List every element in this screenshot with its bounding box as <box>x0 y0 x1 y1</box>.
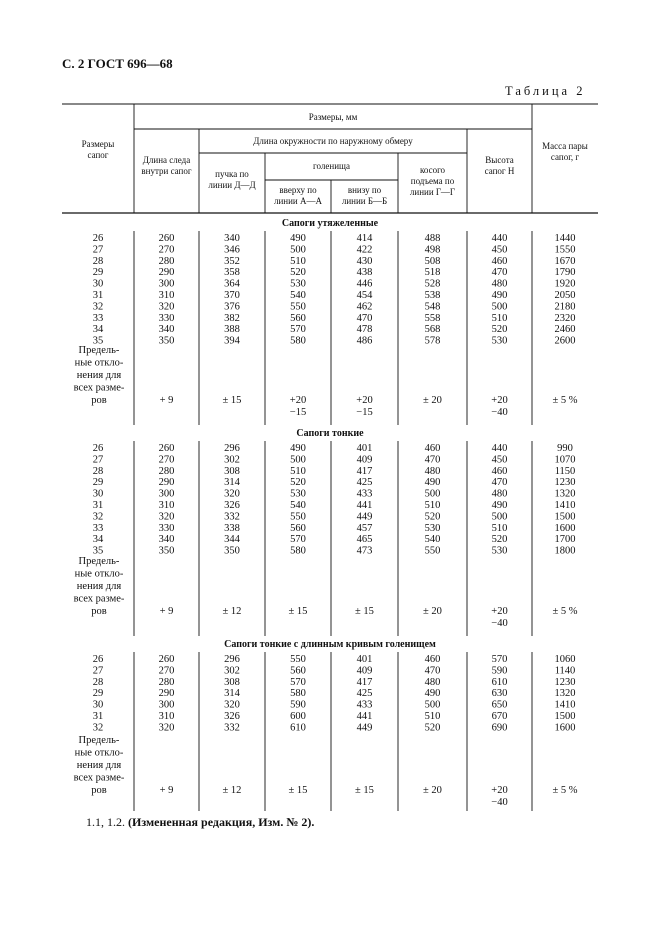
table-cell: 30 <box>92 699 104 711</box>
tolerance-value: +20 <box>356 395 373 406</box>
header-massa: сапог, г <box>550 152 580 162</box>
tolerance-label: Предель- <box>78 345 120 356</box>
table-cell: 310 <box>158 500 175 511</box>
table-cell: 570 <box>290 534 306 546</box>
table-cell: 280 <box>158 465 175 477</box>
table-cell: 2460 <box>554 324 576 336</box>
tolerance-label: нения для <box>76 581 122 592</box>
table-cell: 490 <box>491 290 508 301</box>
table-cell: 500 <box>290 454 306 466</box>
table-cell: 560 <box>290 665 306 677</box>
table-cell: 1440 <box>554 233 576 244</box>
tolerance-label: ров <box>91 785 107 796</box>
table-cell: 332 <box>224 511 240 523</box>
table-cell: 550 <box>290 511 306 523</box>
tolerance-value: ± 15 <box>355 785 374 796</box>
table-cell: 270 <box>158 454 175 466</box>
table-cell: 296 <box>224 443 240 454</box>
table-cell: 31 <box>92 711 104 722</box>
table-cell: 558 <box>424 312 441 324</box>
table-cell: 340 <box>158 534 175 546</box>
table-cell: 260 <box>158 443 175 454</box>
header-size: Размеры <box>81 139 115 149</box>
table-cell: 1600 <box>554 722 576 734</box>
header-circumference: Длина окружности по наружному обмеру <box>253 136 413 146</box>
table-cell: 364 <box>224 278 240 290</box>
table-cell: 26 <box>92 654 104 665</box>
header-puchok: пучка по <box>215 169 249 179</box>
table-cell: 438 <box>356 267 373 279</box>
table-cell: 340 <box>158 324 175 336</box>
table-cell: 320 <box>158 511 175 523</box>
table-cell: 29 <box>92 267 104 279</box>
table-cell: 690 <box>491 722 508 734</box>
table-cell: 314 <box>224 477 240 489</box>
table-cell: 300 <box>158 278 175 290</box>
table-cell: 460 <box>491 255 508 267</box>
table-cell: 488 <box>424 233 441 244</box>
table-cell: 510 <box>424 711 441 722</box>
table-cell: 338 <box>224 522 240 534</box>
tolerance-value: + 9 <box>159 785 174 796</box>
table-cell: 352 <box>224 255 240 267</box>
table-cell: 457 <box>356 522 373 534</box>
table-cell: 320 <box>224 488 240 500</box>
table-cell: 470 <box>491 477 508 489</box>
table-cell: 568 <box>424 324 441 336</box>
table-cell: 510 <box>290 465 306 477</box>
table-cell: 388 <box>224 324 240 336</box>
section-title: Сапоги тонкие <box>296 428 364 439</box>
footnote <box>86 815 314 830</box>
table-cell: 30 <box>92 278 104 290</box>
table-cell: 1550 <box>554 244 576 256</box>
tolerance-label: всех разме- <box>73 593 125 605</box>
table-cell: 490 <box>424 477 441 489</box>
table-cell: 570 <box>491 654 508 665</box>
table-cell: 433 <box>356 488 373 500</box>
table-cell: 310 <box>158 711 175 722</box>
table-cell: 490 <box>491 500 508 511</box>
table-cell: 1150 <box>554 465 576 477</box>
table-cell: 510 <box>491 522 508 534</box>
table-cell: 441 <box>356 500 373 511</box>
header-vysota: Высота <box>485 155 514 165</box>
table-cell: 346 <box>224 244 240 256</box>
table-cell: 530 <box>290 278 306 290</box>
table-cell: 530 <box>290 488 306 500</box>
tolerance-label: Предель- <box>78 735 120 746</box>
table-cell: 1670 <box>554 255 576 267</box>
table-cell: 470 <box>356 312 373 324</box>
table-cell: 520 <box>491 324 508 336</box>
table-cell: 440 <box>491 233 508 244</box>
table-cell: 480 <box>424 465 441 477</box>
table-cell: 332 <box>224 722 240 734</box>
table-cell: 326 <box>224 711 240 722</box>
table-cell: 510 <box>491 312 508 324</box>
table-cell: 520 <box>424 511 441 523</box>
table-cell: 1920 <box>554 278 576 290</box>
table-cell: 510 <box>290 255 306 267</box>
tolerance-value: ± 15 <box>288 606 308 617</box>
table-cell: 560 <box>290 522 306 534</box>
table-cell: 310 <box>158 290 175 301</box>
tolerance-value: ± 12 <box>222 606 242 617</box>
table-cell: 300 <box>158 699 175 711</box>
tolerance-value: ± 20 <box>423 785 442 796</box>
table-cell: 280 <box>158 255 175 267</box>
table-cell: 570 <box>290 324 306 336</box>
table-cell: 520 <box>290 477 306 489</box>
table-cell: 450 <box>491 454 508 466</box>
table-cell: 344 <box>224 534 240 546</box>
tolerance-label: ров <box>91 606 107 617</box>
table-cell: 1790 <box>554 267 576 279</box>
table-cell: 630 <box>491 688 508 700</box>
table-cell: 32 <box>92 301 104 313</box>
table-cell: 465 <box>356 534 373 546</box>
tolerance-value: −40 <box>491 797 508 808</box>
table-cell: 500 <box>290 244 306 256</box>
table-cell: 417 <box>356 465 373 477</box>
header-vverhu: вверху по <box>279 185 317 195</box>
table-cell: 350 <box>224 545 240 557</box>
table-cell: 538 <box>424 290 441 301</box>
table-cell: 340 <box>224 233 240 244</box>
tolerance-value: −15 <box>289 407 307 418</box>
table-cell: 28 <box>92 465 104 477</box>
table-cell: 530 <box>491 335 508 347</box>
table-cell: 530 <box>491 545 508 557</box>
table-cell: 2050 <box>554 290 576 301</box>
table-cell: 35 <box>92 545 104 557</box>
table-cell: 670 <box>491 711 508 722</box>
table-cell: 610 <box>290 722 306 734</box>
header-puchok: линии Д—Д <box>208 180 256 190</box>
table-cell: 2320 <box>554 312 576 324</box>
table-cell: 32 <box>92 722 104 734</box>
table-cell: 260 <box>158 654 175 665</box>
table-cell: 508 <box>424 255 441 267</box>
header-dimensions: Размеры, мм <box>308 112 358 122</box>
table-cell: 433 <box>356 699 373 711</box>
table-cell: 300 <box>158 488 175 500</box>
table-cell: 480 <box>424 676 441 688</box>
header-sled-length: внутри сапог <box>141 166 192 176</box>
tolerance-value: ± 15 <box>288 785 308 796</box>
table-cell: 350 <box>158 545 175 557</box>
tolerance-value: +20 <box>491 785 508 796</box>
footnote-prefix: 1.1, 1.2. <box>86 815 125 829</box>
table-cell: 600 <box>290 711 306 722</box>
table-cell: 320 <box>158 301 175 313</box>
tolerance-label: ные откло- <box>74 747 124 759</box>
table-cell: 460 <box>491 465 508 477</box>
table-cell: 520 <box>290 267 306 279</box>
table-cell: 470 <box>491 267 508 279</box>
table-cell: 580 <box>290 688 306 700</box>
table-cell: 330 <box>158 312 175 324</box>
table-cell: 498 <box>424 244 441 256</box>
tolerance-label: нения для <box>76 760 122 771</box>
tolerance-label: Предель- <box>78 556 120 567</box>
tolerance-label: всех разме- <box>73 382 125 394</box>
table-cell: 528 <box>424 278 441 290</box>
tolerance-value: −40 <box>491 407 508 418</box>
tolerance-value: ± 5 % <box>552 606 578 617</box>
table-cell: 290 <box>158 267 175 279</box>
table-cell: 414 <box>356 233 373 244</box>
table-cell: 27 <box>92 244 104 256</box>
tolerance-value: ± 15 <box>355 606 374 617</box>
table-cell: 478 <box>356 324 373 336</box>
table-cell: 540 <box>424 534 441 546</box>
page-header: С. 2 ГОСТ 696—68 <box>62 56 173 71</box>
tolerance-label: нения для <box>76 370 122 381</box>
tolerance-value: + 9 <box>159 395 174 406</box>
tolerance-value: +20 <box>289 395 307 406</box>
table-cell: 425 <box>356 688 373 700</box>
table-cell: 1230 <box>554 477 576 489</box>
table-cell: 29 <box>92 688 104 700</box>
table-cell: 270 <box>158 244 175 256</box>
tolerance-label: ров <box>91 395 107 406</box>
table-cell: 320 <box>158 722 175 734</box>
table-cell: 296 <box>224 654 240 665</box>
table-cell: 470 <box>424 454 441 466</box>
table-cell: 409 <box>356 454 373 466</box>
table-cell: 486 <box>356 335 373 347</box>
table-cell: 34 <box>92 534 104 546</box>
table-cell: 540 <box>290 290 306 301</box>
table-cell: 473 <box>356 545 373 557</box>
table-cell: 320 <box>224 699 240 711</box>
table-cell: 1410 <box>554 500 576 511</box>
section-title: Сапоги утяжеленные <box>281 218 379 229</box>
table-cell: 26 <box>92 233 104 244</box>
header-massa: Масса пары <box>542 141 588 151</box>
table-cell: 500 <box>424 488 441 500</box>
table-cell: 500 <box>491 301 508 313</box>
table-cell: 1060 <box>554 654 576 665</box>
table-cell: 290 <box>158 477 175 489</box>
table-cell: 29 <box>92 477 104 489</box>
tolerance-value: +20 <box>491 395 508 406</box>
table-cell: 470 <box>424 665 441 677</box>
table-cell: 1320 <box>554 688 576 700</box>
table-cell: 1600 <box>554 522 576 534</box>
table-cell: 550 <box>424 545 441 557</box>
header-vverhu: линии А—А <box>273 196 323 206</box>
table-cell: 1070 <box>554 454 576 466</box>
header-vnizu: линии Б—Б <box>341 196 388 206</box>
table-cell: 280 <box>158 676 175 688</box>
table-cell: 518 <box>424 267 441 279</box>
tolerance-value: +20 <box>491 606 508 617</box>
table-cell: 1500 <box>554 711 576 722</box>
table-cell: 570 <box>290 676 306 688</box>
table-cell: 990 <box>557 443 573 454</box>
table-cell: 26 <box>92 443 104 454</box>
table-cell: 590 <box>491 665 508 677</box>
table-cell: 394 <box>224 335 240 347</box>
table-cell: 548 <box>424 301 441 313</box>
table-cell: 33 <box>92 312 104 324</box>
table-cell: 490 <box>290 233 306 244</box>
table-cell: 27 <box>92 665 104 677</box>
section-title: Сапоги тонкие с длинным кривым голенищем <box>224 639 436 650</box>
tolerance-value: ± 15 <box>222 395 242 406</box>
table-cell: 590 <box>290 699 306 711</box>
table-cell: 33 <box>92 522 104 534</box>
tolerance-value: ± 12 <box>222 785 242 796</box>
table-cell: 425 <box>356 477 373 489</box>
header-size: сапог <box>87 150 109 160</box>
table-cell: 1320 <box>554 488 576 500</box>
table-cell: 454 <box>356 290 373 301</box>
table-cell: 510 <box>424 500 441 511</box>
table-cell: 540 <box>290 500 306 511</box>
table-cell: 1800 <box>554 545 576 557</box>
table-cell: 35 <box>92 335 104 347</box>
table-cell: 441 <box>356 711 373 722</box>
table-cell: 422 <box>356 244 373 256</box>
table-cell: 500 <box>424 699 441 711</box>
table-cell: 370 <box>224 290 240 301</box>
header-kosogo: косого <box>419 165 446 175</box>
table-cell: 1500 <box>554 511 576 523</box>
table-cell: 350 <box>158 335 175 347</box>
table-cell: 409 <box>356 665 373 677</box>
header-golenishcha: голенища <box>313 161 350 171</box>
table-cell: 490 <box>290 443 306 454</box>
table-cell: 32 <box>92 511 104 523</box>
table-cell: 650 <box>491 699 508 711</box>
table-cell: 330 <box>158 522 175 534</box>
footnote-text: (Измененная редакция, Изм. № 2). <box>128 815 315 829</box>
table-cell: 520 <box>424 722 441 734</box>
table-cell: 1140 <box>554 665 576 677</box>
tolerance-label: всех разме- <box>73 772 125 784</box>
table-cell: 500 <box>491 511 508 523</box>
table-cell: 440 <box>491 443 508 454</box>
header-kosogo: линии Г—Г <box>409 187 456 197</box>
table-cell: 462 <box>356 301 373 313</box>
table-cell: 260 <box>158 233 175 244</box>
table-cell: 302 <box>224 665 240 677</box>
table-cell: 28 <box>92 676 104 688</box>
tolerance-value: −40 <box>491 618 508 629</box>
tolerance-value: ± 5 % <box>552 785 578 796</box>
table-cell: 460 <box>424 654 441 665</box>
table-cell: 1700 <box>554 534 576 546</box>
table-cell: 417 <box>356 676 373 688</box>
size-table <box>62 103 598 811</box>
table-cell: 550 <box>290 654 306 665</box>
table-cell: 27 <box>92 454 104 466</box>
table-cell: 580 <box>290 335 306 347</box>
header-sled-length: Длина следа <box>142 155 191 165</box>
table-cell: 34 <box>92 324 104 336</box>
table-cell: 1410 <box>554 699 576 711</box>
table-cell: 314 <box>224 688 240 700</box>
table-cell: 358 <box>224 267 240 279</box>
tolerance-value: ± 20 <box>423 606 442 617</box>
table-cell: 28 <box>92 255 104 267</box>
table-cell: 31 <box>92 500 104 511</box>
table-cell: 560 <box>290 312 306 324</box>
table-cell: 430 <box>356 255 373 267</box>
tolerance-label: ные откло- <box>74 357 124 369</box>
table-cell: 610 <box>491 676 508 688</box>
table-cell: 308 <box>224 676 240 688</box>
table-cell: 290 <box>158 688 175 700</box>
table-cell: 1230 <box>554 676 576 688</box>
table-cell: 550 <box>290 301 306 313</box>
table-cell: 480 <box>491 278 508 290</box>
table-cell: 382 <box>224 312 240 324</box>
table-cell: 520 <box>491 534 508 546</box>
table-cell: 31 <box>92 290 104 301</box>
table-cell: 530 <box>424 522 441 534</box>
table-cell: 2180 <box>554 301 576 313</box>
table-cell: 30 <box>92 488 104 500</box>
table-cell: 578 <box>424 335 441 347</box>
table-cell: 308 <box>224 465 240 477</box>
tolerance-value: + 9 <box>159 606 174 617</box>
table-cell: 326 <box>224 500 240 511</box>
table-cell: 449 <box>356 722 373 734</box>
table-cell: 302 <box>224 454 240 466</box>
table-cell: 480 <box>491 488 508 500</box>
header-kosogo: подъема по <box>410 176 455 186</box>
table-cell: 449 <box>356 511 373 523</box>
table-cell: 490 <box>424 688 441 700</box>
table-cell: 460 <box>424 443 441 454</box>
tolerance-value: ± 5 % <box>552 395 578 406</box>
header-vnizu: внизу по <box>347 185 382 195</box>
tolerance-label: ные откло- <box>74 568 124 580</box>
table-label: Таблица 2 <box>505 84 586 98</box>
table-cell: 446 <box>356 278 373 290</box>
tolerance-value: −15 <box>356 407 373 418</box>
table-cell: 580 <box>290 545 306 557</box>
table-cell: 376 <box>224 301 240 313</box>
table-cell: 401 <box>356 654 373 665</box>
tolerance-value: ± 20 <box>423 395 442 406</box>
table-cell: 2600 <box>554 335 576 347</box>
header-vysota: сапог Н <box>484 166 515 176</box>
table-cell: 270 <box>158 665 175 677</box>
table-cell: 450 <box>491 244 508 256</box>
table-cell: 401 <box>356 443 373 454</box>
